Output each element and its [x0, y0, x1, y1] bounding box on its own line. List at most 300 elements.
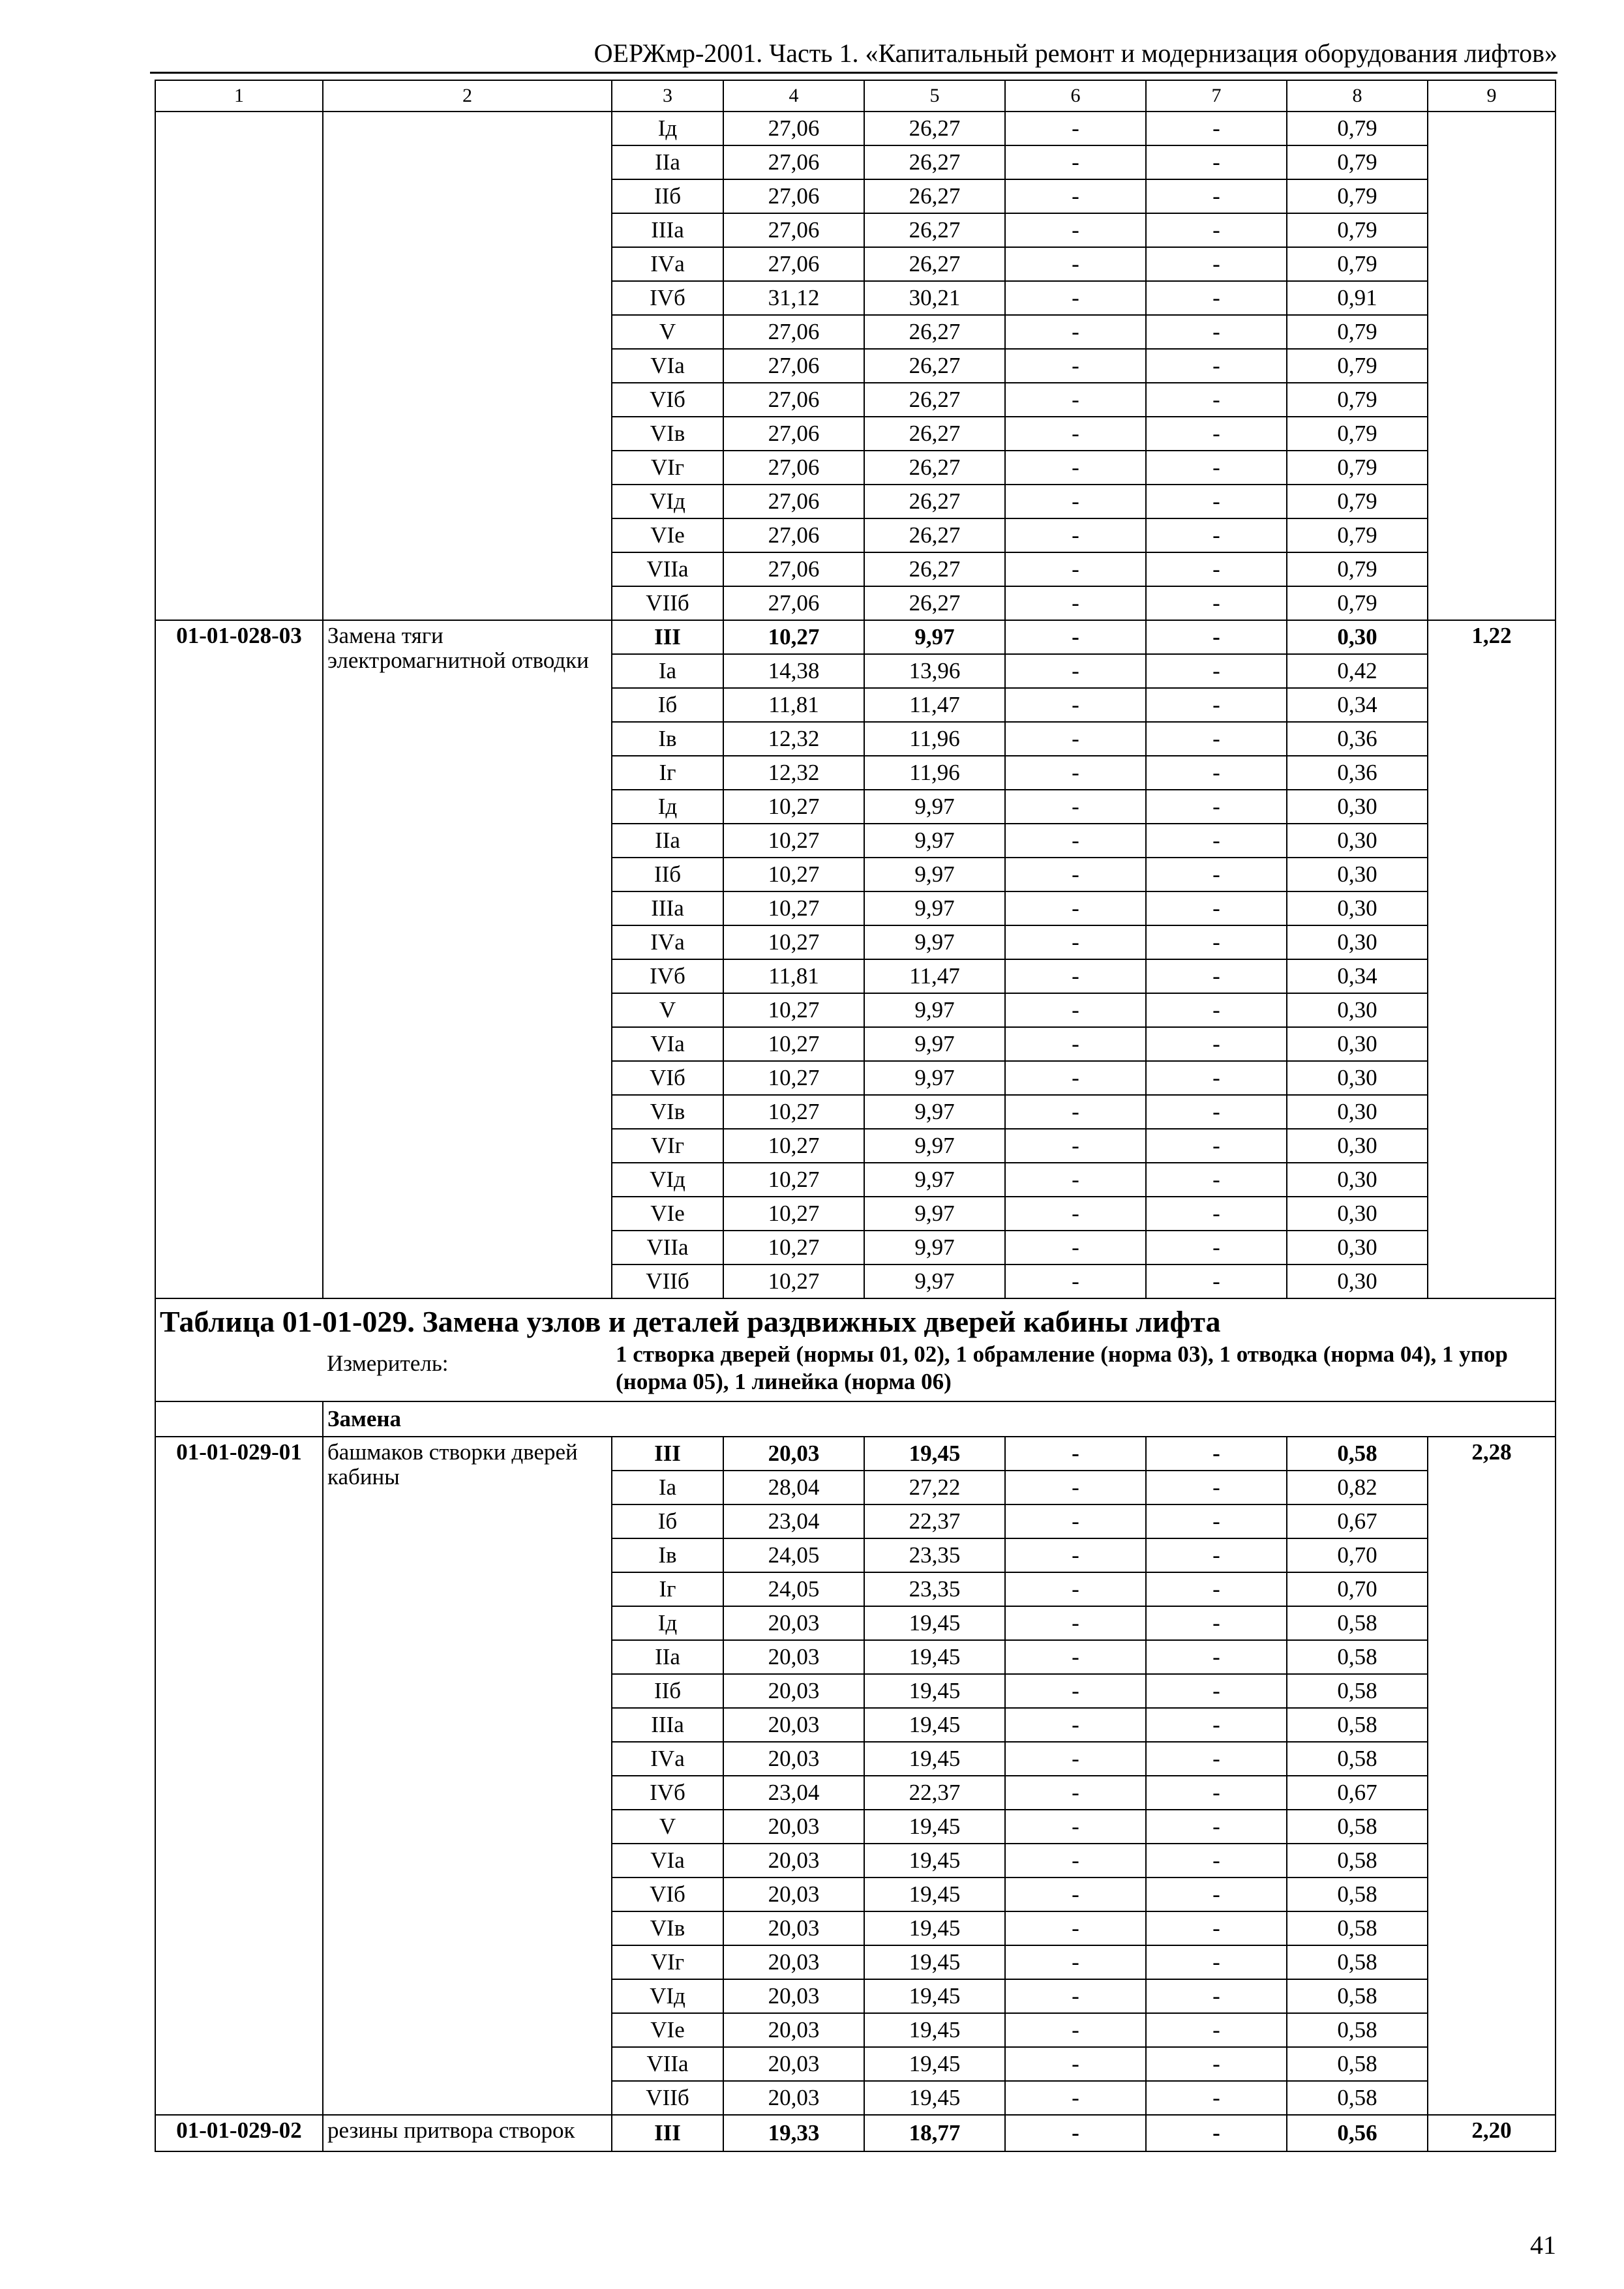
cell-c7: - [1146, 2115, 1287, 2151]
running-header: ОЕРЖмр-2001. Часть 1. «Капитальный ремонт и модернизация оборудования лифтов» [594, 38, 1557, 68]
cell-c5: 9,97 [864, 1129, 1005, 1163]
cell-c7: - [1146, 2081, 1287, 2115]
cell-c7: - [1146, 1095, 1287, 1129]
cell-c4: 27,06 [723, 518, 864, 552]
cell-c3: VIг [612, 1129, 723, 1163]
cell-c6: - [1005, 1437, 1146, 1471]
cell-c5: 22,37 [864, 1776, 1005, 1810]
cell-c7: - [1146, 1471, 1287, 1504]
measure-label: Измеритель: [327, 1351, 449, 1376]
cell-c6: - [1005, 1027, 1146, 1061]
cell-c7: - [1146, 790, 1287, 824]
cell-c5: 26,27 [864, 112, 1005, 145]
cell-c7: - [1146, 451, 1287, 485]
cell-c3: Iб [612, 688, 723, 722]
cell-c6: - [1005, 1572, 1146, 1606]
section-label: Замена [323, 1401, 1556, 1437]
cell-c7: - [1146, 2047, 1287, 2081]
cell-c5: 19,45 [864, 1979, 1005, 2013]
cell-c6: - [1005, 1945, 1146, 1979]
cell-c3: V [612, 1810, 723, 1844]
cell-c4: 20,03 [723, 2081, 864, 2115]
cell-c8: 0,34 [1287, 959, 1428, 993]
work-name: Замена тяги электромагнитной отводки [323, 620, 612, 1298]
cell-c6: - [1005, 552, 1146, 586]
cell-c8: 0,79 [1287, 485, 1428, 518]
cell-c7: - [1146, 1197, 1287, 1231]
cell-c4: 31,12 [723, 281, 864, 315]
section-row [155, 1401, 1556, 1437]
cell-c3: IIа [612, 1640, 723, 1674]
cell-c6: - [1005, 1674, 1146, 1708]
cell-c3: VIIб [612, 1264, 723, 1298]
cell-c3: V [612, 993, 723, 1027]
cell-c4: 10,27 [723, 790, 864, 824]
column-number: 8 [1287, 80, 1428, 112]
cell-c8: 0,79 [1287, 213, 1428, 247]
cell-c7: - [1146, 518, 1287, 552]
cell-c6: - [1005, 1129, 1146, 1163]
cell-c4: 10,27 [723, 1061, 864, 1095]
cell-c8: 0,79 [1287, 315, 1428, 349]
cell-c8: 0,30 [1287, 1061, 1428, 1095]
cell-c7: - [1146, 1264, 1287, 1298]
cell-c5: 13,96 [864, 654, 1005, 688]
cell-c5: 19,45 [864, 1640, 1005, 1674]
cell-c3: IVб [612, 281, 723, 315]
cell-c5: 9,97 [864, 1027, 1005, 1061]
cell-c4: 10,27 [723, 858, 864, 891]
cell-c8: 0,58 [1287, 1708, 1428, 1742]
cell-c8: 0,58 [1287, 1606, 1428, 1640]
cell-c3: IVб [612, 1776, 723, 1810]
cell-c4: 20,03 [723, 1437, 864, 1471]
cell-c5: 26,27 [864, 451, 1005, 485]
cell-c8: 0,58 [1287, 1979, 1428, 2013]
cell-c5: 26,27 [864, 552, 1005, 586]
cell-c7: - [1146, 552, 1287, 586]
cell-c4: 20,03 [723, 1708, 864, 1742]
cell-c5: 18,77 [864, 2115, 1005, 2151]
cell-c5: 26,27 [864, 518, 1005, 552]
cell-c6: - [1005, 993, 1146, 1027]
cell-c7: - [1146, 586, 1287, 620]
cell-c8: 0,30 [1287, 858, 1428, 891]
cell-c4: 10,27 [723, 1264, 864, 1298]
cell-c5: 26,27 [864, 145, 1005, 179]
cell-c3: VIе [612, 1197, 723, 1231]
cell-c7: - [1146, 1810, 1287, 1844]
cell-c8: 0,82 [1287, 1471, 1428, 1504]
cell-c6: - [1005, 1776, 1146, 1810]
cell-c8: 0,58 [1287, 1878, 1428, 1911]
cell-c8: 0,58 [1287, 1911, 1428, 1945]
cell-c8: 0,58 [1287, 2047, 1428, 2081]
cell-c7: - [1146, 349, 1287, 383]
cell-c6: - [1005, 858, 1146, 891]
cell-c7: - [1146, 1061, 1287, 1095]
cell-c4: 20,03 [723, 1911, 864, 1945]
measure-spacer [155, 1339, 323, 1401]
column-number: 7 [1146, 80, 1287, 112]
cell-c8: 0,79 [1287, 451, 1428, 485]
cell-c8: 0,58 [1287, 1844, 1428, 1878]
cell-c4: 11,81 [723, 688, 864, 722]
column-number: 9 [1428, 80, 1556, 112]
cell-c8: 0,79 [1287, 552, 1428, 586]
cell-c8: 0,79 [1287, 145, 1428, 179]
cell-c7: - [1146, 1776, 1287, 1810]
norm-code: 01-01-029-01 [155, 1437, 323, 2115]
cell-c4: 12,32 [723, 722, 864, 756]
cell-c6: - [1005, 1538, 1146, 1572]
cell-c8: 0,58 [1287, 2081, 1428, 2115]
cell-c7: - [1146, 1911, 1287, 1945]
cell-c3: VIе [612, 518, 723, 552]
cell-c3: VIв [612, 1911, 723, 1945]
cell-c5: 9,97 [864, 824, 1005, 858]
cell-c7: - [1146, 1027, 1287, 1061]
cell-c7: - [1146, 417, 1287, 451]
cell-c6: - [1005, 1742, 1146, 1776]
cell-c6: - [1005, 1231, 1146, 1264]
cell-c8: 0,42 [1287, 654, 1428, 688]
page-number: 41 [1530, 2230, 1556, 2260]
cell-c4: 20,03 [723, 2013, 864, 2047]
cell-c3: V [612, 315, 723, 349]
cell-c7: - [1146, 824, 1287, 858]
cell-c8: 0,79 [1287, 417, 1428, 451]
cell-c4: 27,06 [723, 247, 864, 281]
cell-c7: - [1146, 1708, 1287, 1742]
cell-c4: 20,03 [723, 1945, 864, 1979]
cell-c5: 26,27 [864, 247, 1005, 281]
cell-c7: - [1146, 756, 1287, 790]
column-number: 4 [723, 80, 864, 112]
cell-c6: - [1005, 145, 1146, 179]
cell-c5: 9,97 [864, 1231, 1005, 1264]
cell-c5: 22,37 [864, 1504, 1005, 1538]
cell-c4: 12,32 [723, 756, 864, 790]
cell-c3: Iа [612, 1471, 723, 1504]
cell-c3: Iа [612, 654, 723, 688]
cell-c3: VIIб [612, 2081, 723, 2115]
cell-c4: 28,04 [723, 1471, 864, 1504]
cell-c3: IIIа [612, 213, 723, 247]
cell-c6: - [1005, 1911, 1146, 1945]
cell-c6: - [1005, 1061, 1146, 1095]
cell-c8: 0,30 [1287, 1129, 1428, 1163]
cell-c7: - [1146, 383, 1287, 417]
cell-c8: 0,30 [1287, 993, 1428, 1027]
cell-c3: Iд [612, 790, 723, 824]
cell-c6: - [1005, 315, 1146, 349]
cell-c3: IVб [612, 959, 723, 993]
cell-c3: VIIб [612, 586, 723, 620]
cell-c4: 27,06 [723, 349, 864, 383]
cell-c5: 11,47 [864, 959, 1005, 993]
cell-c8: 0,58 [1287, 1810, 1428, 1844]
total-value: 2,20 [1428, 2115, 1556, 2151]
cell-c8: 0,58 [1287, 1640, 1428, 1674]
cell-c5: 19,45 [864, 2047, 1005, 2081]
column-number: 3 [612, 80, 723, 112]
total-value [1428, 112, 1556, 620]
measure-row [155, 1339, 1556, 1401]
cell-c6: - [1005, 112, 1146, 145]
cell-c3: IIа [612, 145, 723, 179]
cell-c7: - [1146, 179, 1287, 213]
cell-c4: 10,27 [723, 891, 864, 925]
cell-c3: IIб [612, 179, 723, 213]
cell-c8: 0,30 [1287, 925, 1428, 959]
cell-c3: IIб [612, 1674, 723, 1708]
cell-c5: 9,97 [864, 1095, 1005, 1129]
cell-c8: 0,30 [1287, 1095, 1428, 1129]
cell-c3: IIIа [612, 1708, 723, 1742]
cell-c8: 0,58 [1287, 1945, 1428, 1979]
cell-c5: 26,27 [864, 349, 1005, 383]
cell-c8: 0,30 [1287, 790, 1428, 824]
cell-c3: VIа [612, 1844, 723, 1878]
cell-c6: - [1005, 586, 1146, 620]
cell-c5: 19,45 [864, 1810, 1005, 1844]
cell-c7: - [1146, 993, 1287, 1027]
cell-c8: 0,79 [1287, 247, 1428, 281]
cell-c5: 11,96 [864, 756, 1005, 790]
cell-c6: - [1005, 1878, 1146, 1911]
cell-c5: 26,27 [864, 417, 1005, 451]
cell-c6: - [1005, 247, 1146, 281]
cell-c8: 0,79 [1287, 586, 1428, 620]
cell-c4: 10,27 [723, 925, 864, 959]
cell-c6: - [1005, 756, 1146, 790]
cell-c3: Iд [612, 112, 723, 145]
cell-c7: - [1146, 722, 1287, 756]
cell-c5: 27,22 [864, 1471, 1005, 1504]
cell-c8: 0,79 [1287, 349, 1428, 383]
cell-c5: 23,35 [864, 1572, 1005, 1606]
column-number: 5 [864, 80, 1005, 112]
cell-c4: 10,27 [723, 1129, 864, 1163]
cell-c8: 0,79 [1287, 112, 1428, 145]
cell-c3: III [612, 620, 723, 654]
cell-c7: - [1146, 1129, 1287, 1163]
cell-c6: - [1005, 1640, 1146, 1674]
cell-c8: 0,30 [1287, 824, 1428, 858]
cell-c5: 26,27 [864, 179, 1005, 213]
cell-c5: 26,27 [864, 383, 1005, 417]
cell-c8: 0,58 [1287, 1437, 1428, 1471]
cell-c6: - [1005, 417, 1146, 451]
cell-c5: 9,97 [864, 1061, 1005, 1095]
cell-c4: 10,27 [723, 1231, 864, 1264]
cell-c5: 11,96 [864, 722, 1005, 756]
work-name: резины притвора створок [323, 2115, 612, 2151]
cell-c3: Iг [612, 756, 723, 790]
cell-c4: 27,06 [723, 112, 864, 145]
cell-c5: 30,21 [864, 281, 1005, 315]
cell-c6: - [1005, 654, 1146, 688]
cell-c5: 9,97 [864, 1163, 1005, 1197]
cell-c6: - [1005, 2115, 1146, 2151]
cell-c7: - [1146, 1538, 1287, 1572]
cell-c7: - [1146, 688, 1287, 722]
cell-c8: 0,70 [1287, 1538, 1428, 1572]
cell-c4: 20,03 [723, 1844, 864, 1878]
column-number-row [155, 80, 1556, 112]
cell-c7: - [1146, 1878, 1287, 1911]
cell-c6: - [1005, 2081, 1146, 2115]
cell-c4: 10,27 [723, 620, 864, 654]
cell-c8: 0,91 [1287, 281, 1428, 315]
work-name: башмаков створки дверей кабины [323, 1437, 612, 2115]
cell-c7: - [1146, 247, 1287, 281]
cell-c7: - [1146, 1742, 1287, 1776]
cell-c3: Iб [612, 1504, 723, 1538]
cell-c6: - [1005, 281, 1146, 315]
cell-c8: 0,34 [1287, 688, 1428, 722]
cell-c3: VIг [612, 451, 723, 485]
cell-c3: VIIа [612, 552, 723, 586]
cell-c5: 23,35 [864, 1538, 1005, 1572]
cell-c6: - [1005, 1163, 1146, 1197]
cell-c5: 19,45 [864, 1911, 1005, 1945]
cell-c7: - [1146, 620, 1287, 654]
cell-c6: - [1005, 1197, 1146, 1231]
cell-c4: 24,05 [723, 1538, 864, 1572]
cell-c6: - [1005, 1264, 1146, 1298]
cell-c6: - [1005, 518, 1146, 552]
cell-c3: VIд [612, 1163, 723, 1197]
cell-c4: 20,03 [723, 1674, 864, 1708]
cell-c6: - [1005, 925, 1146, 959]
cell-c6: - [1005, 688, 1146, 722]
cell-c3: VIв [612, 1095, 723, 1129]
cell-c7: - [1146, 112, 1287, 145]
cell-c4: 27,06 [723, 383, 864, 417]
cell-c5: 9,97 [864, 925, 1005, 959]
cell-c4: 14,38 [723, 654, 864, 688]
cell-c7: - [1146, 213, 1287, 247]
work-name [323, 112, 612, 620]
cell-c3: VIд [612, 485, 723, 518]
cell-c4: 10,27 [723, 824, 864, 858]
cell-c5: 19,45 [864, 1674, 1005, 1708]
cell-c7: - [1146, 858, 1287, 891]
cell-c8: 0,79 [1287, 518, 1428, 552]
cell-c7: - [1146, 2013, 1287, 2047]
cell-c7: - [1146, 1979, 1287, 2013]
cell-c7: - [1146, 654, 1287, 688]
cell-c7: - [1146, 1606, 1287, 1640]
cell-c8: 0,70 [1287, 1572, 1428, 1606]
cell-c4: 19,33 [723, 2115, 864, 2151]
cell-c5: 9,97 [864, 1264, 1005, 1298]
cell-c4: 20,03 [723, 1878, 864, 1911]
cell-c5: 19,45 [864, 1606, 1005, 1640]
column-number: 1 [155, 80, 323, 112]
cell-c3: IVа [612, 925, 723, 959]
cell-c5: 19,45 [864, 1945, 1005, 1979]
cell-c8: 0,30 [1287, 1231, 1428, 1264]
cell-c5: 9,97 [864, 891, 1005, 925]
cell-c8: 0,30 [1287, 1027, 1428, 1061]
cell-c7: - [1146, 1504, 1287, 1538]
cell-c6: - [1005, 824, 1146, 858]
cell-c5: 19,45 [864, 1437, 1005, 1471]
cell-c4: 27,06 [723, 552, 864, 586]
cell-c3: VIд [612, 1979, 723, 2013]
cell-c4: 24,05 [723, 1572, 864, 1606]
cell-c6: - [1005, 1471, 1146, 1504]
cell-c4: 10,27 [723, 1163, 864, 1197]
cell-c4: 27,06 [723, 417, 864, 451]
cell-c8: 0,36 [1287, 722, 1428, 756]
cell-c4: 20,03 [723, 2047, 864, 2081]
cell-c7: - [1146, 1163, 1287, 1197]
cell-c6: - [1005, 179, 1146, 213]
cell-c4: 23,04 [723, 1776, 864, 1810]
cell-c6: - [1005, 620, 1146, 654]
cell-c6: - [1005, 1504, 1146, 1538]
cell-c3: IIа [612, 824, 723, 858]
cell-c5: 19,45 [864, 1844, 1005, 1878]
cell-c3: IVа [612, 1742, 723, 1776]
cell-c8: 0,30 [1287, 1197, 1428, 1231]
cell-c3: VIа [612, 1027, 723, 1061]
table-title-row [155, 1298, 1556, 1339]
cell-c4: 10,27 [723, 993, 864, 1027]
cell-c4: 23,04 [723, 1504, 864, 1538]
cell-c6: - [1005, 2047, 1146, 2081]
cell-c4: 20,03 [723, 1606, 864, 1640]
cell-c5: 19,45 [864, 1878, 1005, 1911]
cell-c8: 0,58 [1287, 1742, 1428, 1776]
table-title: Таблица 01-01-029. Замена узлов и деталей раздвижных дверей кабины лифта [155, 1298, 1556, 1339]
cell-c3: VIIа [612, 1231, 723, 1264]
table-row [155, 620, 1556, 654]
cell-c7: - [1146, 1674, 1287, 1708]
cell-c3: VIв [612, 417, 723, 451]
cell-c7: - [1146, 485, 1287, 518]
cell-c3: Iг [612, 1572, 723, 1606]
cell-c8: 0,58 [1287, 2013, 1428, 2047]
cell-c4: 20,03 [723, 1810, 864, 1844]
cell-c3: IIб [612, 858, 723, 891]
norm-code: 01-01-029-02 [155, 2115, 323, 2151]
cell-c6: - [1005, 2013, 1146, 2047]
cell-c3: Iв [612, 722, 723, 756]
cell-c8: 0,30 [1287, 1163, 1428, 1197]
cell-c5: 11,47 [864, 688, 1005, 722]
cell-c4: 27,06 [723, 213, 864, 247]
cell-c8: 0,56 [1287, 2115, 1428, 2151]
cell-c6: - [1005, 1810, 1146, 1844]
cell-c4: 27,06 [723, 451, 864, 485]
table-row [155, 112, 1556, 145]
cell-c5: 9,97 [864, 620, 1005, 654]
cell-c7: - [1146, 1437, 1287, 1471]
cell-c6: - [1005, 959, 1146, 993]
cell-c7: - [1146, 1945, 1287, 1979]
cell-c6: - [1005, 349, 1146, 383]
cell-c7: - [1146, 1231, 1287, 1264]
header-rule [150, 72, 1557, 74]
cell-c5: 19,45 [864, 2081, 1005, 2115]
cell-c8: 0,30 [1287, 620, 1428, 654]
cell-c4: 27,06 [723, 485, 864, 518]
